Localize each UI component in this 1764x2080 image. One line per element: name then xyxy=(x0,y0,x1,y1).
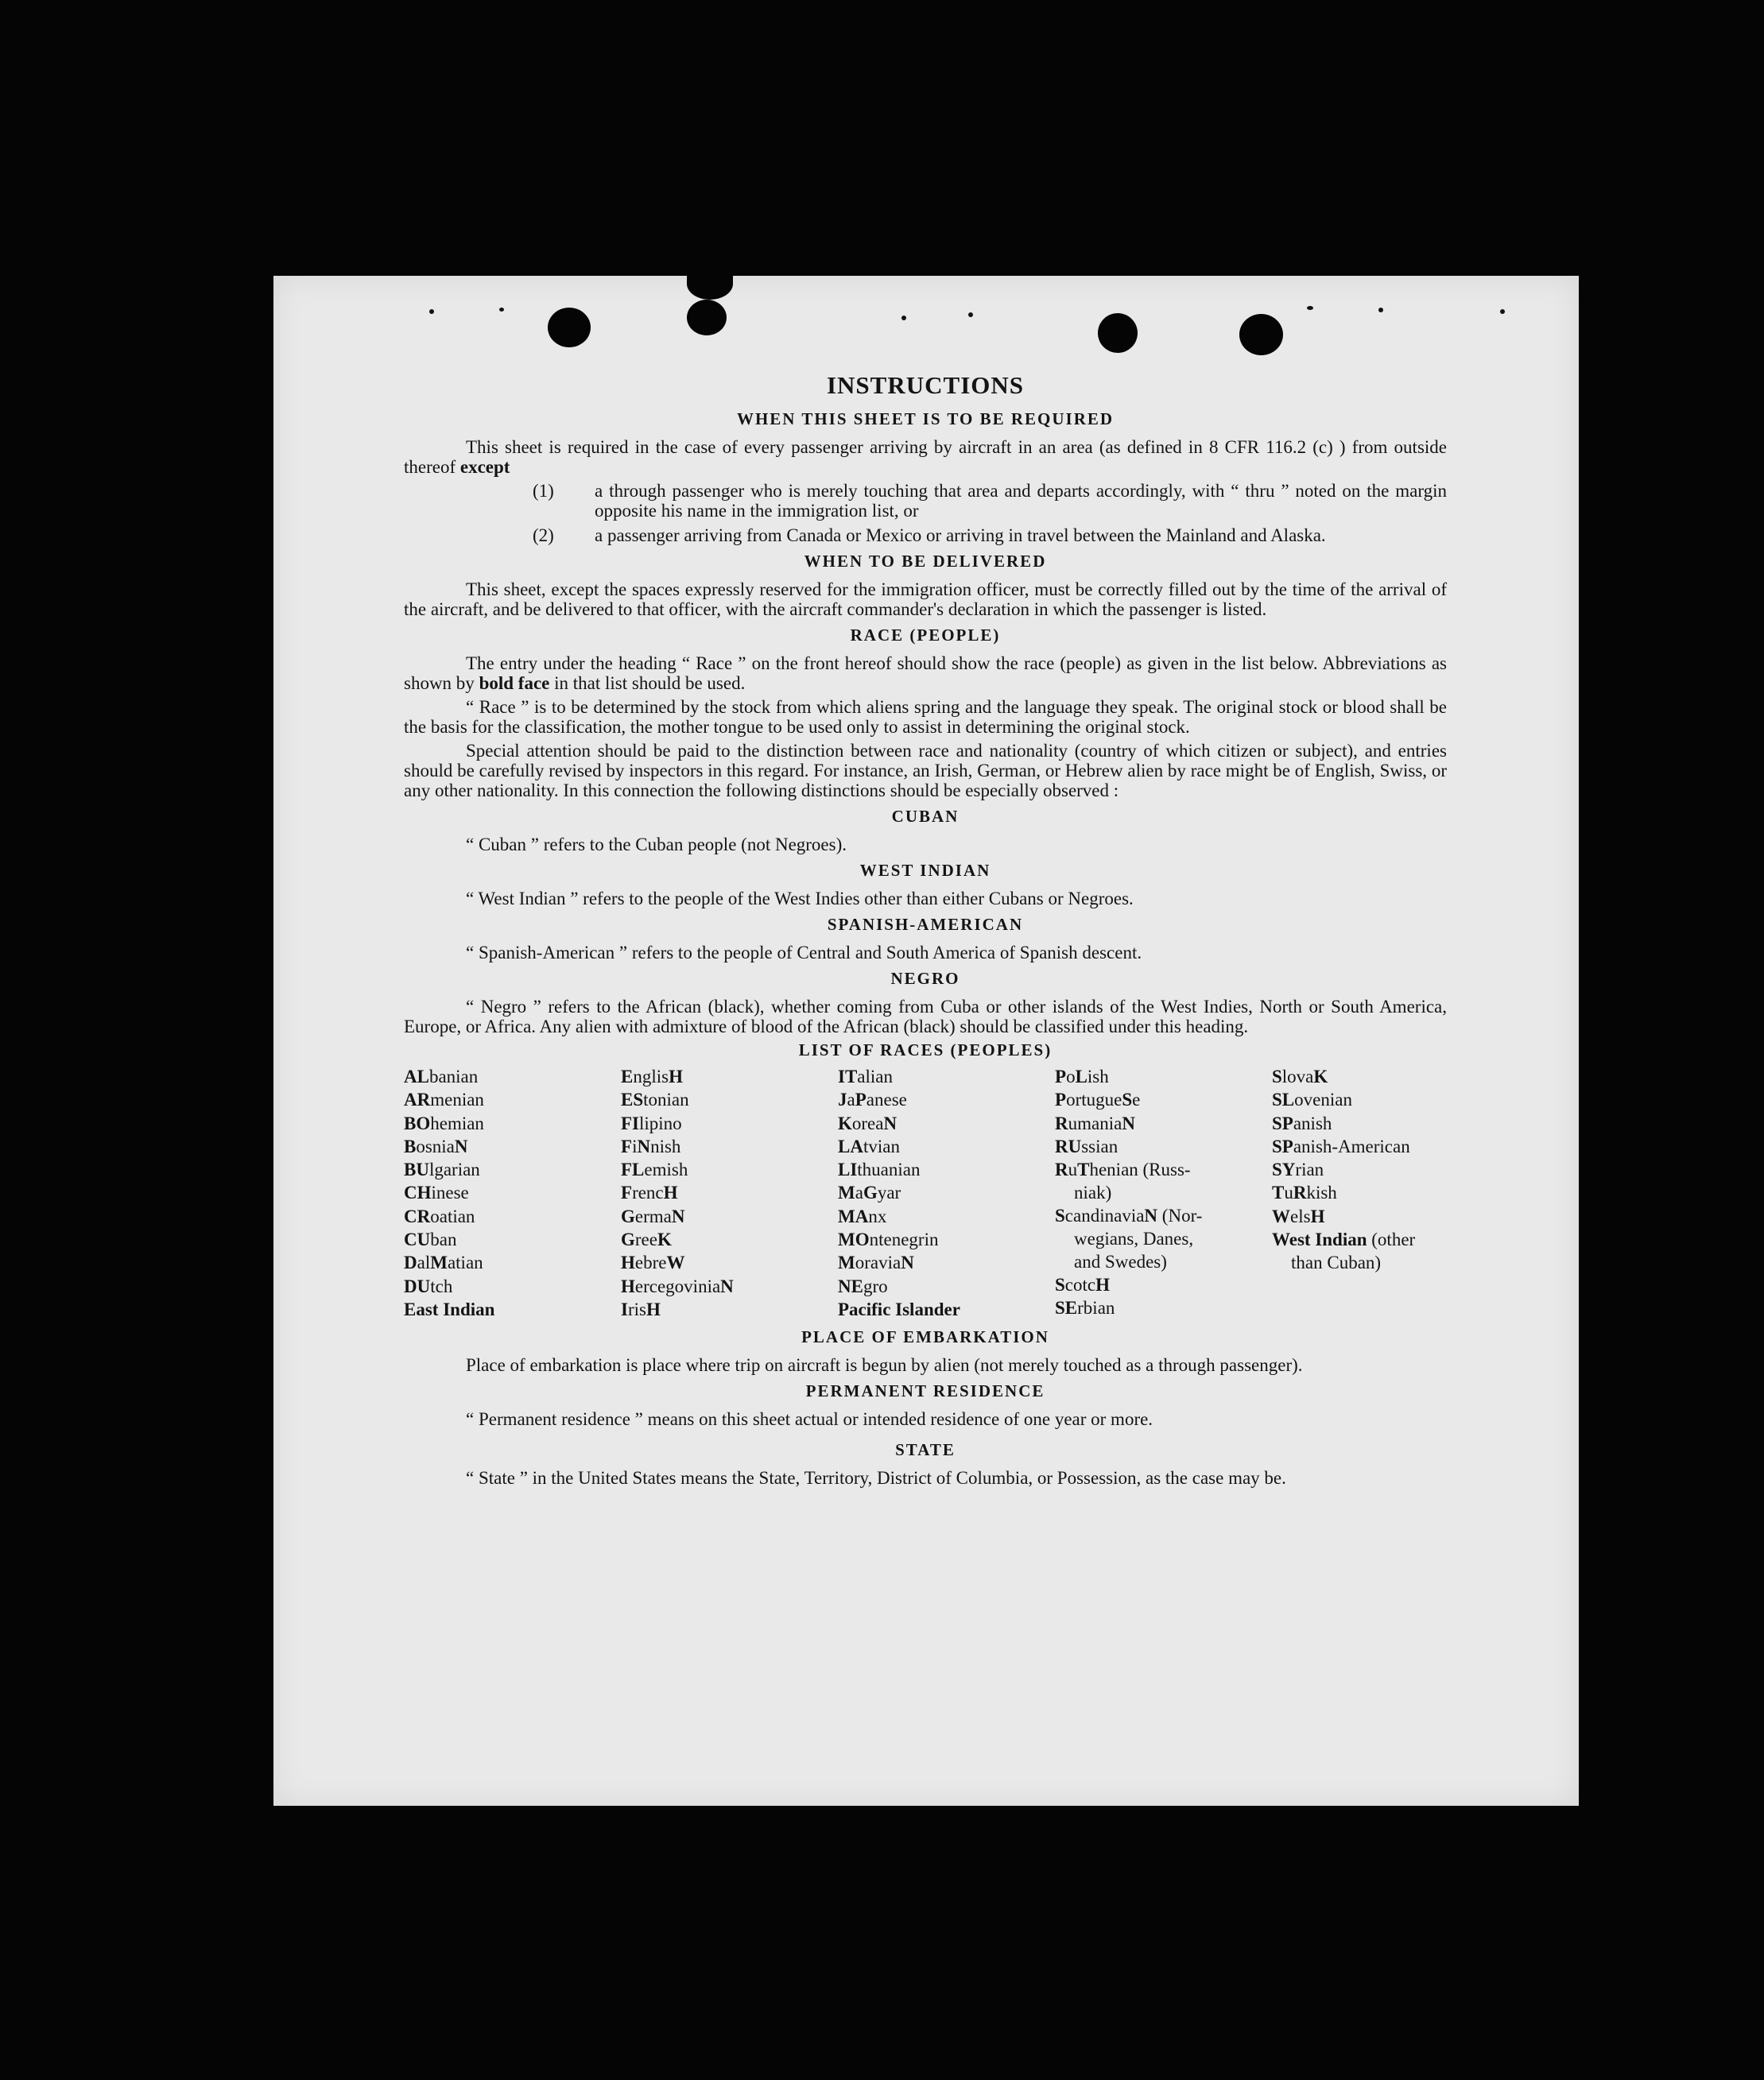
race-abbrev: K xyxy=(657,1230,672,1250)
race-abbrev: MO xyxy=(838,1230,870,1250)
race-text: osnia xyxy=(416,1136,455,1156)
race-entry xyxy=(838,1135,1055,1158)
race-entry xyxy=(1055,1158,1272,1204)
section-heading-list-of-races: LIST OF RACES (PEOPLES) xyxy=(798,1040,1053,1059)
races-column xyxy=(1272,1065,1447,1321)
race-text: nish xyxy=(650,1136,681,1156)
race-entry xyxy=(838,1158,1055,1181)
section-heading-cuban: CUBAN xyxy=(891,807,960,826)
race-entry xyxy=(838,1251,1055,1274)
race-entry xyxy=(404,1181,621,1204)
race-abbrev: N xyxy=(883,1113,898,1133)
ink-speck xyxy=(429,309,434,314)
race-abbrev: M xyxy=(430,1253,448,1273)
race-entry xyxy=(621,1251,838,1274)
ink-speck xyxy=(968,312,973,317)
race-p1-end: in that list should be used. xyxy=(549,673,746,693)
punch-hole xyxy=(1098,313,1138,353)
race-text: oatian xyxy=(430,1206,475,1226)
race-entry xyxy=(838,1228,1055,1251)
required-text-bold: except xyxy=(459,457,510,477)
race-entry xyxy=(621,1135,838,1158)
race-abbrev: H xyxy=(1310,1206,1325,1226)
race-abbrev: LI xyxy=(838,1160,858,1180)
race-abbrev: N xyxy=(720,1276,734,1296)
race-abbrev: LA xyxy=(838,1136,863,1156)
race-text: cotc xyxy=(1064,1275,1096,1296)
race-abbrev: H xyxy=(621,1253,635,1273)
race-text: atian xyxy=(447,1253,483,1273)
race-text: hemian xyxy=(430,1113,484,1133)
race-entry xyxy=(838,1065,1055,1088)
race-text: u xyxy=(1068,1160,1078,1180)
races-list xyxy=(404,1065,1447,1321)
race-abbrev: S xyxy=(1055,1275,1065,1296)
race-abbrev: S xyxy=(1272,1067,1282,1086)
race-entry xyxy=(838,1275,1055,1298)
race-abbrev: K xyxy=(838,1113,852,1133)
race-abbrev: SP xyxy=(1272,1136,1293,1156)
race-entry xyxy=(1055,1135,1272,1158)
race-abbrev: SE xyxy=(1055,1298,1078,1319)
race-text: anish-American xyxy=(1293,1136,1410,1156)
race-text: anish xyxy=(1293,1113,1332,1133)
race-entry xyxy=(621,1205,838,1228)
race-entry xyxy=(1055,1088,1272,1111)
race-text: lipino xyxy=(639,1113,682,1133)
race-text: (other xyxy=(1367,1230,1416,1250)
race-entry xyxy=(838,1088,1055,1111)
race-entry xyxy=(621,1228,838,1251)
punch-hole xyxy=(687,268,733,300)
item-number: (1) xyxy=(533,481,554,501)
negro-paragraph: “ Negro ” refers to the African (black), whether coming from Cuba or other islands of the West Indies, North or South America, Europe, or Africa. Any alien with admixture of blood of the African (black) should be classified under this heading. xyxy=(404,997,1447,1036)
race-abbrev: F xyxy=(621,1136,633,1156)
race-abbrev: B xyxy=(404,1136,417,1156)
race-text: ercegovinia xyxy=(634,1276,721,1296)
spanish-american-paragraph: “ Spanish-American ” refers to the people of Central and South America of Spanish descent. xyxy=(466,943,1142,963)
punch-hole xyxy=(548,308,591,347)
race-text: renc xyxy=(632,1183,664,1203)
instructions-content xyxy=(404,371,1447,1492)
race-entry xyxy=(404,1158,621,1181)
race-text: henian (Russ- xyxy=(1089,1160,1191,1180)
race-text: rian xyxy=(1295,1160,1324,1180)
race-abbrev: T xyxy=(1272,1183,1285,1203)
race-text: candinavia xyxy=(1064,1206,1145,1226)
race-abbrev: IT xyxy=(838,1067,858,1086)
race-text: ortugue xyxy=(1066,1090,1122,1110)
race-abbrev: CU xyxy=(404,1230,431,1250)
race-abbrev: P xyxy=(1055,1090,1067,1110)
race-paragraph-2: “ Race ” is to be determined by the stock from which aliens spring and the language they speak. The original stock or blood shall be the basis for the classification, the mother tongue to be used only to assist in determining the original stock. xyxy=(404,697,1447,737)
race-abbrev: M xyxy=(838,1253,855,1273)
race-text: ntenegrin xyxy=(869,1230,939,1250)
race-abbrev: R xyxy=(1055,1160,1068,1180)
race-text: els xyxy=(1290,1206,1311,1226)
race-text-continued: and Swedes) xyxy=(1074,1252,1167,1272)
race-text: lova xyxy=(1281,1067,1314,1086)
race-entry xyxy=(1272,1112,1447,1135)
ink-speck xyxy=(499,308,504,312)
section-heading-west-indian: WEST INDIAN xyxy=(859,861,991,880)
race-abbrev: SY xyxy=(1272,1160,1296,1180)
race-entry xyxy=(1055,1112,1272,1135)
race-entry xyxy=(838,1181,1055,1204)
race-abbrev: N xyxy=(1122,1113,1135,1133)
race-text: ish xyxy=(1087,1067,1109,1086)
document-page xyxy=(273,276,1579,1806)
list-item xyxy=(404,481,1447,521)
race-abbrev: I xyxy=(621,1299,628,1319)
race-entry xyxy=(1055,1204,1272,1273)
race-abbrev: H xyxy=(669,1067,683,1086)
race-abbrev: W xyxy=(1272,1206,1290,1226)
race-abbrev: N xyxy=(1144,1206,1158,1226)
race-text: o xyxy=(1066,1067,1076,1086)
race-text: tonian xyxy=(643,1090,689,1110)
page-title: INSTRUCTIONS xyxy=(826,371,1024,399)
race-text: (Nor- xyxy=(1157,1206,1203,1226)
race-text: ris xyxy=(627,1299,646,1319)
race-text: lgarian xyxy=(428,1160,480,1180)
list-item xyxy=(404,525,1447,545)
section-heading-residence: PERMANENT RESIDENCE xyxy=(805,1381,1045,1401)
race-text: i xyxy=(632,1136,638,1156)
race-text: oravia xyxy=(855,1253,901,1273)
section-heading-spanish-american: SPANISH-AMERICAN xyxy=(827,915,1024,934)
race-abbrev: N xyxy=(637,1136,651,1156)
race-entry xyxy=(621,1298,838,1321)
race-entry xyxy=(1055,1296,1272,1319)
punch-hole xyxy=(1239,314,1283,355)
race-abbrev: N xyxy=(901,1253,914,1273)
race-text-continued: wegians, Danes, xyxy=(1074,1229,1194,1249)
race-text: rbian xyxy=(1077,1298,1115,1319)
section-heading-state: STATE xyxy=(895,1440,956,1460)
race-abbrev: F xyxy=(621,1183,633,1203)
race-text: gro xyxy=(863,1276,888,1296)
race-abbrev: ES xyxy=(621,1090,644,1110)
embarkation-paragraph: Place of embarkation is place where trip on aircraft is begun by alien (not merely touched as a through passenger). xyxy=(466,1355,1303,1376)
races-column xyxy=(621,1065,838,1321)
races-column xyxy=(1055,1065,1272,1321)
race-abbrev: H xyxy=(646,1299,661,1319)
race-abbrev: K xyxy=(1313,1067,1328,1086)
race-entry xyxy=(621,1112,838,1135)
race-text: umania xyxy=(1068,1113,1122,1133)
race-abbrev: RU xyxy=(1055,1136,1082,1156)
race-abbrev: AR xyxy=(404,1090,431,1110)
race-text-continued: niak) xyxy=(1074,1183,1112,1203)
race-abbrev: D xyxy=(404,1253,417,1273)
race-entry xyxy=(1055,1065,1272,1088)
race-text: ban xyxy=(430,1230,457,1250)
race-text: yar xyxy=(877,1183,901,1203)
race-text: e xyxy=(1132,1090,1141,1110)
race-text: menian xyxy=(430,1090,484,1110)
race-abbrev: East Indian xyxy=(404,1299,495,1319)
section-heading-race: RACE (PEOPLE) xyxy=(850,626,1001,645)
race-text: thuanian xyxy=(857,1160,921,1180)
race-abbrev: T xyxy=(1077,1160,1090,1180)
race-abbrev: R xyxy=(1055,1113,1068,1133)
race-abbrev: J xyxy=(838,1090,847,1110)
race-abbrev: SP xyxy=(1272,1113,1293,1133)
race-entry xyxy=(1272,1181,1447,1204)
race-abbrev: BO xyxy=(404,1113,431,1133)
race-abbrev: S xyxy=(1122,1090,1133,1110)
required-paragraph xyxy=(404,437,1447,477)
race-abbrev: H xyxy=(621,1276,635,1296)
race-text: tch xyxy=(430,1276,453,1296)
race-abbrev: Pacific Islander xyxy=(838,1299,960,1319)
section-heading-negro: NEGRO xyxy=(890,969,960,988)
race-abbrev: N xyxy=(671,1206,685,1226)
race-text: a xyxy=(847,1090,855,1110)
race-abbrev: P xyxy=(1055,1067,1067,1086)
race-entry xyxy=(621,1065,838,1088)
race-abbrev: G xyxy=(863,1183,878,1203)
ink-speck xyxy=(1378,308,1383,312)
race-text: kish xyxy=(1306,1183,1337,1203)
race-text: ssian xyxy=(1081,1136,1118,1156)
race-abbrev: FI xyxy=(621,1113,639,1133)
ink-speck xyxy=(1500,309,1505,314)
race-text: ovenian xyxy=(1294,1090,1352,1110)
race-paragraph-3: Special attention should be paid to the distinction between race and nationality (country of which citizen or subject), and entries should be carefully revised by inspectors in this regard. For instance, an Irish, German, or Hebrew alien by race might be of English, Swiss, or any other nationality. In this connection the following distinctions should be especially observed : xyxy=(404,741,1447,800)
race-paragraph-1 xyxy=(404,653,1447,693)
race-p1-text: The entry under the heading “ Race ” on the front hereof should show the race (people) as given in the list below. Abbreviations as shown by xyxy=(404,653,1447,693)
race-abbrev: L xyxy=(1075,1067,1087,1086)
race-abbrev: W xyxy=(666,1253,685,1273)
races-column xyxy=(838,1065,1055,1321)
race-entry xyxy=(404,1112,621,1135)
item-text: a passenger arriving from Canada or Mexico or arriving in travel between the Mainland and Alaska. xyxy=(595,525,1326,545)
race-text: orea xyxy=(851,1113,884,1133)
race-abbrev: G xyxy=(621,1230,635,1250)
race-text: nx xyxy=(868,1206,887,1226)
race-abbrev: G xyxy=(621,1206,635,1226)
race-abbrev: AL xyxy=(404,1067,429,1086)
race-abbrev: N xyxy=(454,1136,468,1156)
race-entry xyxy=(1055,1273,1272,1296)
race-entry xyxy=(1272,1158,1447,1181)
race-abbrev: West Indian xyxy=(1272,1230,1367,1250)
race-text: nglis xyxy=(633,1067,669,1086)
race-text: inese xyxy=(431,1183,469,1203)
race-abbrev: H xyxy=(663,1183,678,1203)
punch-hole xyxy=(687,300,727,335)
required-text: This sheet is required in the case of every passenger arriving by aircraft in an area (as defined in 8 CFR 116.2 (c) ) from outside thereof xyxy=(404,437,1447,477)
race-text: emish xyxy=(644,1160,688,1180)
race-text: u xyxy=(1284,1183,1293,1203)
race-entry xyxy=(404,1205,621,1228)
delivered-paragraph: This sheet, except the spaces expressly reserved for the immigration officer, must be correctly filled out by the time of the arrival of the aircraft, and be delivered to that officer, with the aircraft commander's declaration in which the passenger is listed. xyxy=(404,579,1447,619)
race-abbrev: E xyxy=(621,1067,634,1086)
race-entry xyxy=(838,1112,1055,1135)
cuban-paragraph: “ Cuban ” refers to the Cuban people (not Negroes). xyxy=(466,835,847,854)
race-text: al xyxy=(417,1253,431,1273)
item-number: (2) xyxy=(533,525,554,545)
race-entry xyxy=(1272,1088,1447,1111)
race-text: ree xyxy=(634,1230,657,1250)
race-abbrev: H xyxy=(1095,1275,1110,1296)
race-abbrev: MA xyxy=(838,1206,869,1226)
race-abbrev: CR xyxy=(404,1206,431,1226)
race-abbrev: BU xyxy=(404,1160,429,1180)
race-entry xyxy=(621,1158,838,1181)
race-entry xyxy=(404,1135,621,1158)
race-entry xyxy=(621,1181,838,1204)
race-entry xyxy=(404,1065,621,1088)
race-abbrev: SL xyxy=(1272,1090,1295,1110)
race-entry xyxy=(404,1251,621,1274)
race-abbrev: R xyxy=(1293,1183,1307,1203)
race-text: ebre xyxy=(634,1253,667,1273)
race-text: alian xyxy=(857,1067,893,1086)
state-paragraph: “ State ” in the United States means the State, Territory, District of Columbia, or Possession, as the case may be. xyxy=(466,1468,1286,1489)
races-column xyxy=(404,1065,621,1321)
ink-speck xyxy=(901,316,906,320)
race-entry xyxy=(838,1298,1055,1321)
race-abbrev: NE xyxy=(838,1276,863,1296)
residence-paragraph: “ Permanent residence ” means on this sheet actual or intended residence of one year or more. xyxy=(466,1409,1153,1430)
race-text: erma xyxy=(634,1206,672,1226)
race-entry xyxy=(621,1088,838,1111)
race-text: tvian xyxy=(863,1136,900,1156)
section-heading-embarkation: PLACE OF EMBARKATION xyxy=(801,1327,1049,1347)
section-heading-delivered: WHEN TO BE DELIVERED xyxy=(804,552,1047,571)
race-entry xyxy=(1272,1205,1447,1228)
race-abbrev: FL xyxy=(621,1160,645,1180)
section-heading-required: WHEN THIS SHEET IS TO BE REQUIRED xyxy=(736,409,1115,428)
race-entry xyxy=(1272,1065,1447,1088)
race-entry xyxy=(404,1298,621,1321)
race-text: a xyxy=(855,1183,863,1203)
race-abbrev: M xyxy=(838,1183,855,1203)
race-p1-bold: bold face xyxy=(479,673,550,693)
item-text: a through passenger who is merely touching that area and departs accordingly, with “ thru ” noted on the margin opposite his name in the immigration list, or xyxy=(595,481,1447,521)
race-abbrev: P xyxy=(855,1090,866,1110)
race-entry xyxy=(1272,1135,1447,1158)
race-entry xyxy=(838,1205,1055,1228)
ink-speck xyxy=(1307,306,1313,310)
race-abbrev: DU xyxy=(404,1276,431,1296)
race-entry xyxy=(404,1275,621,1298)
race-text-continued: than Cuban) xyxy=(1291,1253,1382,1273)
race-text: banian xyxy=(428,1067,479,1086)
race-entry xyxy=(621,1275,838,1298)
race-entry xyxy=(404,1088,621,1111)
race-entry xyxy=(404,1228,621,1251)
race-text: anese xyxy=(866,1090,907,1110)
west-indian-paragraph: “ West Indian ” refers to the people of the West Indies other than either Cubans or Negroes. xyxy=(466,889,1134,908)
race-abbrev: S xyxy=(1055,1206,1065,1226)
race-abbrev: CH xyxy=(404,1183,432,1203)
race-entry xyxy=(1272,1228,1447,1274)
